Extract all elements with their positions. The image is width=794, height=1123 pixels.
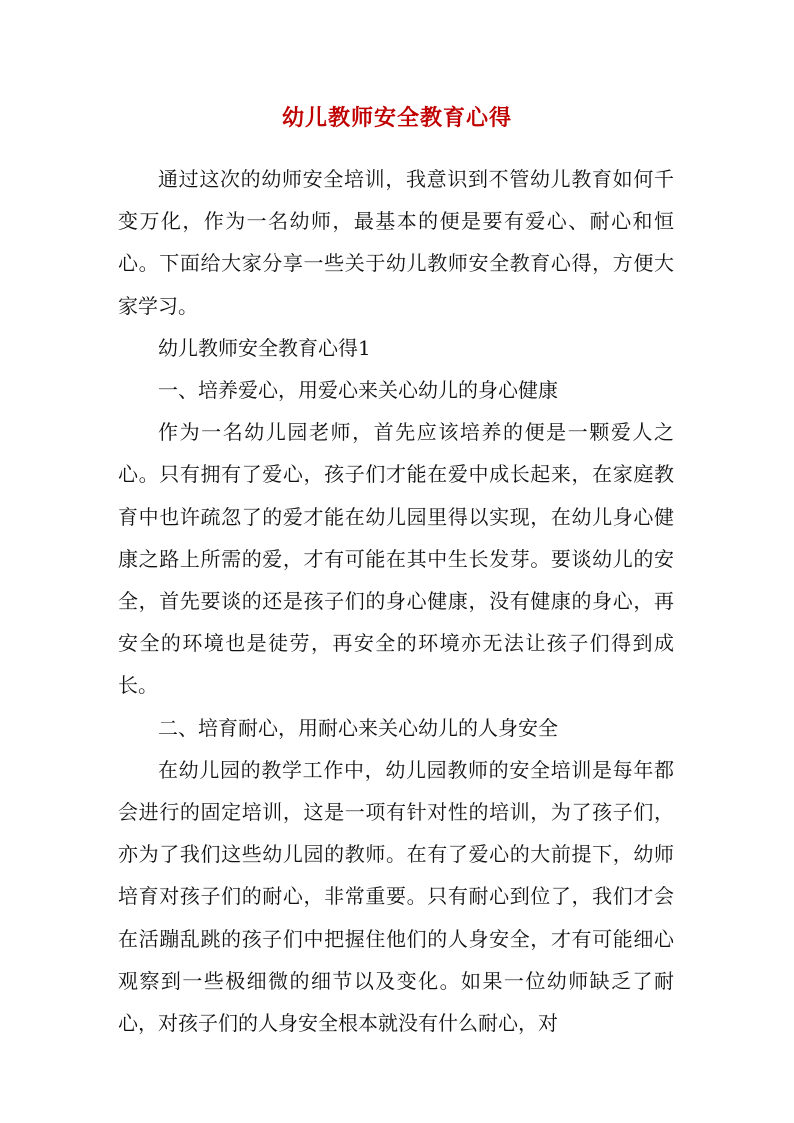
- paragraph-love: 作为一名幼儿园老师，首先应该培养的便是一颗爱人之心。只有拥有了爱心，孩子们才能在爱中成长起来，在家庭教育中也许疏忽了的爱才能在幼儿园里得以实现，在幼儿身心健康之路上所需的爱，才有可能在其中生长发芽。要谈幼儿的安全，首先要谈的还是孩子们的身心健康，没有健康的身心，再安全的环境也是徒劳，再安全的环境亦无法让孩子们得到成长。: [118, 420, 674, 698]
- section-heading-1: 幼儿教师安全教育心得1: [158, 335, 371, 360]
- subheading-patience: 二、培育耐心，用耐心来关心幼儿的人身安全: [158, 715, 558, 740]
- intro-paragraph: 通过这次的幼师安全培训，我意识到不管幼儿教育如何千变万化，作为一名幼师，最基本的便是要有爱心、耐心和恒心。下面给大家分享一些关于幼儿教师安全教育心得，方便大家学习。: [118, 167, 674, 318]
- paragraph-patience: 在幼儿园的教学工作中，幼儿园教师的安全培训是每年都会进行的固定培训，这是一项有针对性的培训，为了孩子们，亦为了我们这些幼儿园的教师。在有了爱心的大前提下，幼师培育对孩子们的耐心，非常重要。只有耐心到位了，我们才会在活蹦乱跳的孩子们中把握住他们的人身安全，才有可能细心观察到一些极细微的细节以及变化。如果一位幼师缺乏了耐心，对孩子们的人身安全根本就没有什么耐心，对: [118, 757, 674, 1036]
- document-title: 幼儿教师安全教育心得: [281, 105, 512, 131]
- subheading-love: 一、培养爱心，用爱心来关心幼儿的身心健康: [158, 378, 558, 403]
- document-body: [118, 158, 674, 1044]
